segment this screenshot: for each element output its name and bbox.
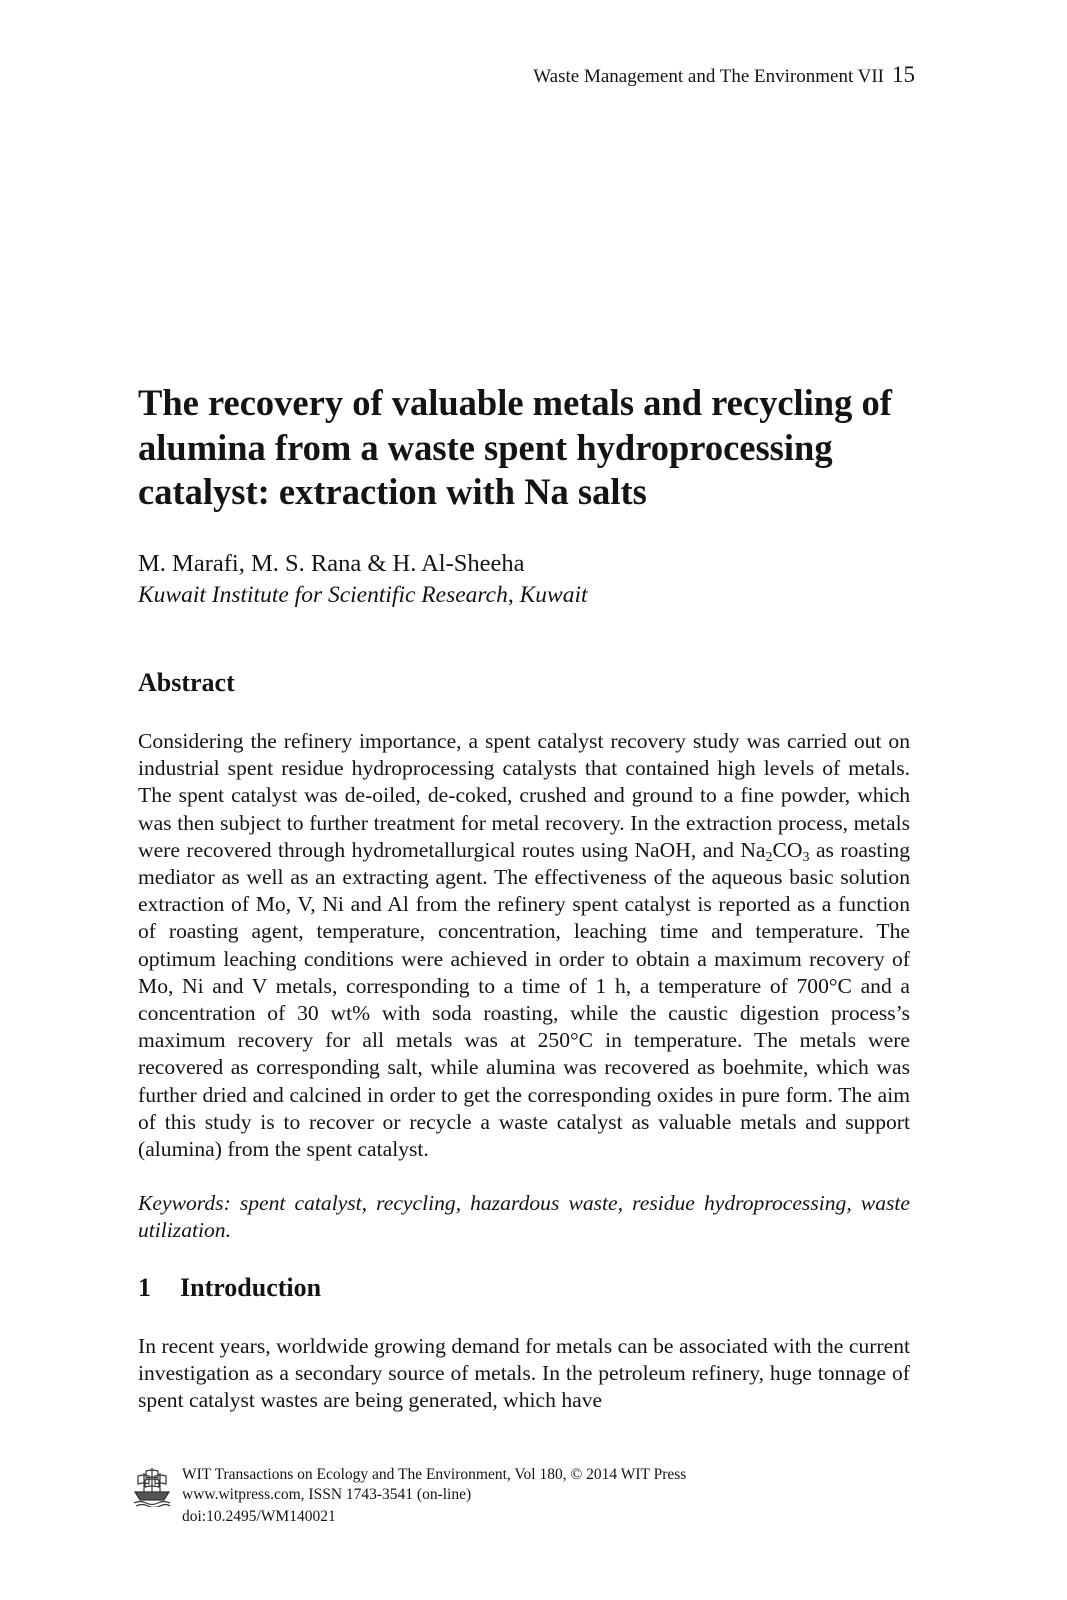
formula-na2co3: $Na_2CO_3$ (740, 837, 810, 865)
page-footer (132, 1465, 832, 1545)
footer-line-1: WIT Transactions on Ecology and The Environment, Vol 180, © 2014 WIT Press (182, 1466, 687, 1483)
footer-doi: doi:10.2495/WM140021 (182, 1508, 336, 1525)
running-head (533, 62, 915, 88)
abstract-text-part2: as roasting mediator as well as an extracting agent. The effectiveness of the aqueous basic solution extraction of Mo, V, Ni and Al from the refinery spent catalyst is reported as a function of roasting agent, temperature, concentration, leaching time and temperature. The optimum leaching conditions were achieved in order to obtain a maximum recovery of Mo, Ni and V metals, corresponding to a time of 1 h, a temperature of 700°C and a concentration of 30 wt% with soda roasting, while the caustic digestion process’s maximum recovery for all metals was at 250°C in temperature. The metals were recovered as corresponding salt, while alumina was recovered as boehmite, which was further dried and calcined in order to get the corresponding oxides in pure form. The aim of this study is to recover or recycle a waste catalyst as valuable metals and support (alumina) from the spent catalyst. (138, 837, 910, 1162)
paper-authors: M. Marafi, M. S. Rana & H. Al-Sheeha (138, 550, 525, 577)
footer-line-2: www.witpress.com, ISSN 1743-3541 (on-line) (182, 1486, 472, 1503)
footer-citation (182, 1465, 686, 1505)
paper-title: The recovery of valuable metals and recycling of alumina from a waste spent hydroprocessing catalyst: extraction with Na salts (138, 382, 892, 512)
section-number: 1 (138, 1273, 151, 1302)
keywords: Keywords: spent catalyst, recycling, hazardous waste, residue hydroprocessing, waste utilization. (138, 1191, 910, 1243)
abstract-text (138, 728, 910, 1163)
introduction-text: In recent years, worldwide growing demand for metals can be associated with the current investigation as a secondary source of metals. In the petroleum refinery, huge tonnage of spent catalyst wastes are being generated, which have (138, 1334, 910, 1413)
introduction-heading (138, 1273, 321, 1303)
abstract-heading: Abstract (138, 668, 235, 697)
abstract-text-part1: Considering the refinery importance, a spent catalyst recovery study was carried out on industrial spent residue hydroprocessing catalysts that contained high levels of metals. The spent catalyst was de-oiled, de-coked, crushed and ground to a fine powder, which was then subject to further treatment for metal recovery. In the extraction process, metals were recovered through hydrometallurgical routes using NaOH, and (138, 729, 910, 862)
section-title: Introduction (180, 1273, 322, 1302)
paper-affiliation: Kuwait Institute for Scientific Research, Kuwait (138, 582, 588, 608)
journal-name: Waste Management and The Environment VII (533, 66, 884, 87)
wit-press-ship-logo (132, 1465, 172, 1507)
page-number: 15 (892, 62, 915, 87)
